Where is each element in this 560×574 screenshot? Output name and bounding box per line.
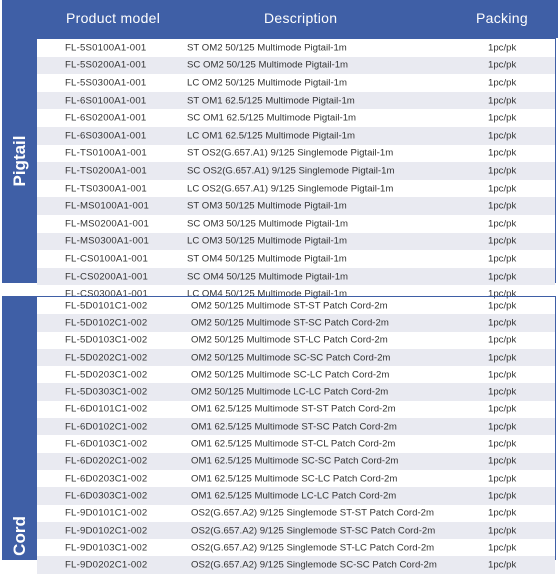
description-cell: SC OS2(G.657.A1) 9/125 Singlemode Pigtail-1m	[187, 165, 395, 177]
packing-cell: 1pc/pk	[488, 525, 517, 536]
packing-cell: 1pc/pk	[488, 165, 517, 177]
description-cell: OM2 50/125 Multimode ST-SC Patch Cord-2m	[191, 317, 389, 329]
product-model-cell: FL-TS0300A1-001	[65, 183, 147, 195]
packing-cell: 1pc/pk	[488, 317, 517, 329]
packing-cell: 1pc/pk	[488, 112, 517, 124]
table-row	[37, 435, 555, 452]
product-model-cell: FL-TS0200A1-001	[65, 165, 147, 177]
packing-cell: 1pc/pk	[488, 288, 517, 300]
cord-label: Cord	[9, 516, 29, 556]
description-cell: OM2 50/125 Multimode ST-LC Patch Cord-2m	[191, 334, 388, 346]
packing-cell: 1pc/pk	[488, 438, 517, 450]
packing-cell: 1pc/pk	[488, 271, 517, 283]
description-cell: OM2 50/125 Multimode LC-LC Patch Cord-2m	[191, 386, 389, 398]
cord-section	[0, 296, 560, 571]
packing-cell: 1pc/pk	[488, 421, 517, 433]
product-model-cell: FL-5D0203C1-002	[65, 369, 148, 381]
product-model-cell: FL-CS0200A1-001	[65, 271, 148, 283]
product-model-cell: FL-5D0101C1-002	[65, 300, 148, 312]
description-cell: OM1 62.5/125 Multimode SC-LC Patch Cord-2m	[191, 473, 398, 485]
packing-cell: 1pc/pk	[488, 42, 517, 54]
packing-cell: 1pc/pk	[488, 183, 517, 195]
product-model-cell: FL-9D0102C1-002	[65, 525, 148, 536]
packing-cell: 1pc/pk	[488, 490, 517, 502]
table-row	[37, 180, 555, 198]
packing-cell: 1pc/pk	[488, 147, 517, 159]
description-cell: OM2 50/125 Multimode SC-LC Patch Cord-2m	[191, 369, 390, 381]
packing-cell: 1pc/pk	[488, 455, 517, 467]
product-model-cell: FL-5D0102C1-002	[65, 317, 148, 329]
table-row	[37, 383, 555, 400]
product-model-cell: FL-MS0300A1-001	[65, 235, 150, 247]
table-row	[37, 268, 555, 286]
description-cell: ST OM2 50/125 Multimode Pigtail-1m	[187, 42, 347, 54]
product-model-cell: FL-CS0100A1-001	[65, 253, 148, 265]
product-model-cell: FL-MS0100A1-001	[65, 200, 150, 212]
table-row	[37, 453, 555, 470]
table-row	[37, 418, 555, 435]
table-row	[37, 470, 555, 487]
product-model-cell: FL-6D0102C1-002	[65, 421, 148, 433]
description-cell: ST OM1 62.5/125 Multimode Pigtail-1m	[187, 95, 355, 107]
packing-cell: 1pc/pk	[488, 200, 517, 212]
pigtail-section	[0, 38, 560, 300]
table-row	[37, 127, 555, 145]
cord-table	[37, 296, 556, 571]
description-cell: OS2(G.657.A2) 9/125 Singlemode SC-SC Patch Cord-2m	[191, 559, 437, 571]
description-cell: LC OM4 50/125 Multimode Pigtail-1m	[187, 288, 347, 300]
description-cell: OM1 62.5/125 Multimode ST-SC Patch Cord-2m	[191, 421, 397, 433]
table-row	[37, 366, 555, 383]
table-row	[37, 297, 555, 314]
header-description: Description	[264, 10, 338, 26]
product-model-cell: FL-5D0202C1-002	[65, 352, 148, 364]
description-cell: OM2 50/125 Multimode ST-ST Patch Cord-2m	[191, 300, 388, 312]
description-cell: SC OM2 50/125 Multimode Pigtail-1m	[187, 59, 349, 71]
description-cell: LC OM1 62.5/125 Multimode Pigtail-1m	[187, 130, 355, 142]
product-model-cell: FL-6D0303C1-002	[65, 490, 148, 502]
table-header	[2, 0, 558, 38]
description-cell: LC OS2(G.657.A1) 9/125 Singlemode Pigtail-1m	[187, 183, 394, 195]
packing-cell: 1pc/pk	[488, 507, 517, 519]
table-row	[37, 332, 555, 349]
table-row	[37, 39, 555, 57]
table-row	[37, 145, 555, 163]
table-row	[37, 57, 555, 75]
description-cell: OS2(G.657.A2) 9/125 Singlemode ST-ST Patch Cord-2m	[191, 507, 434, 519]
packing-cell: 1pc/pk	[488, 369, 517, 381]
header-product-model: Product model	[66, 10, 161, 26]
pigtail-side-bar	[2, 38, 37, 283]
table-row	[37, 505, 555, 522]
packing-cell: 1pc/pk	[488, 59, 517, 71]
table-row	[37, 522, 555, 539]
table-row	[37, 539, 555, 556]
pigtail-table	[37, 38, 556, 300]
description-cell: OM1 62.5/125 Multimode ST-ST Patch Cord-2m	[191, 403, 396, 415]
product-model-cell: FL-6D0101C1-002	[65, 403, 148, 415]
packing-cell: 1pc/pk	[488, 77, 517, 89]
packing-cell: 1pc/pk	[488, 235, 517, 247]
header-packing: Packing	[476, 10, 528, 26]
table-row	[37, 109, 555, 127]
product-model-cell: FL-9D0101C1-002	[65, 507, 148, 519]
description-cell: OS2(G.657.A2) 9/125 Singlemode ST-LC Patch Cord-2m	[191, 542, 435, 554]
table-row	[37, 250, 555, 268]
table-row	[37, 349, 555, 366]
product-model-cell: FL-MS0200A1-001	[65, 218, 150, 230]
table-row	[37, 162, 555, 180]
packing-cell: 1pc/pk	[488, 403, 517, 415]
product-model-cell: FL-5S0300A1-001	[65, 77, 147, 89]
table-row	[37, 556, 555, 573]
description-cell: SC OM1 62.5/125 Multimode Pigtail-1m	[187, 112, 357, 124]
table-row	[37, 314, 555, 331]
table-row	[37, 215, 555, 233]
description-cell: ST OS2(G.657.A1) 9/125 Singlemode Pigtail-1m	[187, 147, 394, 159]
description-cell: ST OM3 50/125 Multimode Pigtail-1m	[187, 200, 347, 212]
product-model-cell: FL-9D0103C1-002	[65, 542, 148, 554]
description-cell: OM1 62.5/125 Multimode ST-CL Patch Cord-2m	[191, 438, 396, 450]
packing-cell: 1pc/pk	[488, 542, 517, 554]
packing-cell: 1pc/pk	[488, 352, 517, 364]
packing-cell: 1pc/pk	[488, 95, 517, 107]
product-model-cell: FL-TS0100A1-001	[65, 147, 147, 159]
product-model-cell: FL-6D0202C1-002	[65, 455, 148, 467]
product-model-cell: FL-6D0203C1-002	[65, 473, 148, 485]
product-model-cell: FL-6S0200A1-001	[65, 112, 147, 124]
product-model-cell: FL-CS0300A1-001	[65, 288, 148, 300]
description-cell: SC OM3 50/125 Multimode Pigtail-1m	[187, 218, 349, 230]
description-cell: OM1 62.5/125 Multimode LC-LC Patch Cord-2m	[191, 490, 397, 502]
packing-cell: 1pc/pk	[488, 218, 517, 230]
product-model-cell: FL-5S0200A1-001	[65, 59, 147, 71]
packing-cell: 1pc/pk	[488, 253, 517, 265]
packing-cell: 1pc/pk	[488, 334, 517, 346]
pigtail-label: Pigtail	[9, 134, 29, 187]
product-model-cell: FL-5D0103C1-002	[65, 334, 148, 346]
table-row	[37, 401, 555, 418]
product-model-cell: FL-5D0303C1-002	[65, 386, 148, 398]
packing-cell: 1pc/pk	[488, 473, 517, 485]
table-row	[37, 92, 555, 110]
description-cell: LC OM2 50/125 Multimode Pigtail-1m	[187, 77, 347, 89]
packing-cell: 1pc/pk	[488, 130, 517, 142]
table-row	[37, 487, 555, 504]
description-cell: OM2 50/125 Multimode SC-SC Patch Cord-2m	[191, 352, 391, 364]
product-model-cell: FL-6S0100A1-001	[65, 95, 147, 107]
packing-cell: 1pc/pk	[488, 559, 517, 571]
product-model-cell: FL-6S0300A1-001	[65, 130, 147, 142]
table-row	[37, 197, 555, 215]
product-model-cell: FL-9D0202C1-002	[65, 559, 148, 571]
description-cell: OS2(G.657.A2) 9/125 Singlemode ST-SC Patch Cord-2m	[191, 525, 436, 536]
product-model-cell: FL-5S0100A1-001	[65, 42, 147, 54]
description-cell: SC OM4 50/125 Multimode Pigtail-1m	[187, 271, 349, 283]
packing-cell: 1pc/pk	[488, 386, 517, 398]
product-model-cell: FL-6D0103C1-002	[65, 438, 148, 450]
description-cell: ST OM4 50/125 Multimode Pigtail-1m	[187, 253, 347, 265]
description-cell: LC OM3 50/125 Multimode Pigtail-1m	[187, 235, 347, 247]
table-row	[37, 74, 555, 92]
packing-cell: 1pc/pk	[488, 300, 517, 312]
table-row	[37, 233, 555, 251]
description-cell: OM1 62.5/125 Multimode SC-SC Patch Cord-2m	[191, 455, 399, 467]
cord-side-bar	[2, 296, 37, 560]
